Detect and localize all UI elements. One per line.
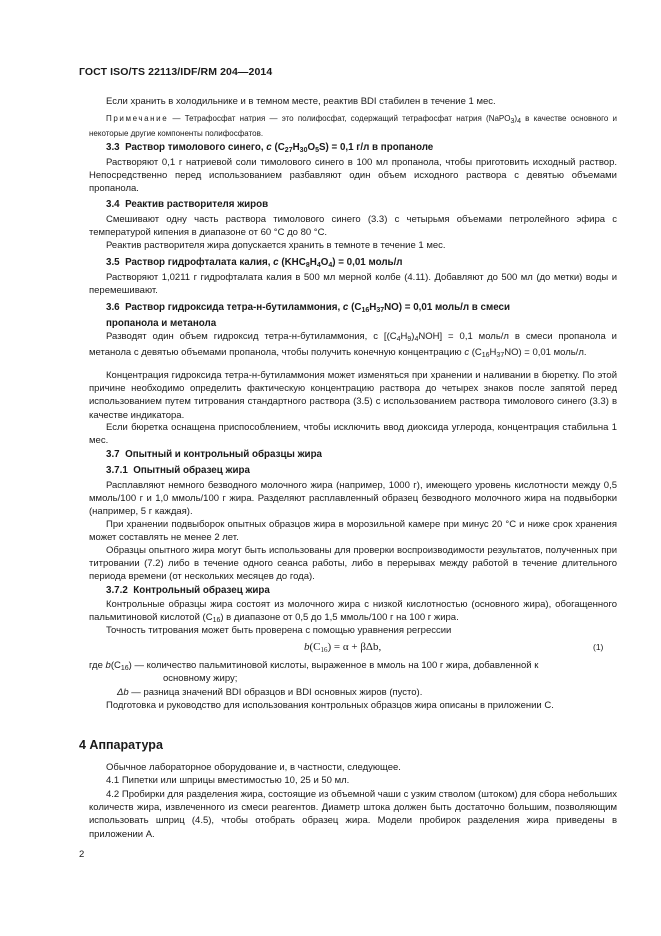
paragraph-3-3: Растворяют 0,1 г натриевой соли тимолового синего в 100 мл пропанола, чтобы приготовить исходный раствор. Непосредственно перед использованием разбавляют один объем исходного раствора с девятью объемами пропанола. [89,157,617,195]
heading-3-6: 3.6 Раствор гидроксида тетра-н-бутиламмония, c $(C_{16}H_{37}NO) = 0,01$ моль/л в смеси пропанола и метанола [106,302,511,329]
storage-paragraph: Если хранить в холодильнике и в темном месте, реактив BDI стабилен в течение 1 мес. [106,96,496,107]
document-header: ГОСТ ISO/TS 22113/IDF/RM 204—2014 [79,66,273,78]
paragraph-4-2: 4.2 Пробирки для разделения жира, состоящие из объемной чаши с узким стволом (штоком) для сбора небольших количеств жира, извлеченного из смеси реагентов. Диаметр штока должен быть достаточно большим, позволяющим использовать шприц (4.5), чтобы отобрать образец жира. Модели пробирок разделения жира приведены в приложении А. [89,789,617,840]
paragraph-3-4-a: Смешивают одну часть раствора тимолового синего (3.3) с четырьмя объемами петролейного эфира с температурой кипения в диапазоне от 60 °С до 80 °С. [89,214,617,239]
paragraph-3-7-2-b: Точность титрования может быть проверена с помощью уравнения регрессии [106,625,452,636]
paragraph-3-7-1-a: Расплавляют немного безводного молочного жира (например, 1000 г), имеющего уровень кислотности между 0,5 ммоль/100 г и 1,0 ммоль/100 г жира. Разделяют расплавленный образец безводного молочного жира на подвыборки (например, 5 г каждая). [89,480,617,518]
section-4-intro: Обычное лабораторное оборудование и, в частности, следующее. [106,762,401,773]
where-b-definition: где $b(C_{16})$ — количество пальмитиновой кислоты, выраженное в ммоль на 100 г жира, добавленной к [89,660,539,672]
paragraph-4-1: 4.1 Пипетки или шприцы вместимостью 10, 25 и 50 мл. [106,775,350,786]
paragraph-3-5: Растворяют 1,0211 г гидрофталата калия в 500 мл мерной колбе (4.11). Добавляют до 500 мл (до метки) воды и перемешивают. [89,272,617,297]
heading-3-7: 3.7 Опытный и контрольный образцы жира [106,449,322,460]
heading-3-5: 3.5 Раствор гидрофталата калия, c $(KHC_8H_4O_4) = 0,01$ моль/л [106,257,403,269]
paragraph-3-6-a: Разводят один объем гидроксид тетра-н-бутиламмония, с $[(C_4H_9)_4NOH] = 0,1$ моль/л в смеси пропанола и метанола с девятью объемами пропанола, чтобы получить конечную концентрацию c $(C_{16}H_{37}NO) = 0,01$ моль/л. [89,331,617,360]
note-label: Примечание [106,114,169,123]
page-number: 2 [79,849,85,860]
regression-equation [0,641,661,655]
paragraph-3-6-b: Концентрация гидроксида тетра-н-бутиламмония может изменяться при хранении и наливании в бюретку. По этой причине необходимо определить фактическую концентрацию раствора до четырех знаков после запятой перед использованием путем титрования стандартного раствора (3.5) с использованием раствора тимолового синего (3.3) в качестве индикатора. [89,370,617,421]
section-4-title: 4 Аппаратура [79,738,163,752]
paragraph-3-7-1-c: Образцы опытного жира могут быть использованы для проверки воспроизводимости результатов, полученных при титровании (7.2) либо в течение одного сеанса работы, либо в перерывах между работой в течение длительного периода времени (от нескольких месяцев до года). [89,545,617,583]
note-text: — Тетрафосфат натрия — это полифосфат, содержащий тетрафосфат натрия (NaPO [168,114,511,123]
where-b-continuation: основному жиру; [163,673,238,684]
heading-3-7-2: 3.7.2 Контрольный образец жира [106,585,270,596]
paragraph-3-7-1-b: При хранении подвыборок опытных образцов жира в морозильной камере при минус 20 °С и ниже срок хранения может составлять не менее 2 лет. [89,519,617,544]
heading-3-7-1: 3.7.1 Опытный образец жира [106,465,250,476]
heading-3-3: 3.3 Раствор тимолового синего, c $(C_{27}H_{30}O_5S) = 0,1$ г/л в пропаноле [106,142,434,154]
control-samples-paragraph: Подготовка и руководство для использования контрольных образцов жира описаны в приложении С. [106,700,554,711]
paragraph-3-7-2-a: Контрольные образцы жира состоят из молочного жира с низкой кислотностью (основного жира), обогащенного пальмитиновой кислотой $(C_{16})$ в диапазоне от 0,5 до 1,5 ммоль/100 г на 100 г жира. [89,599,617,625]
where-db-definition: Δb — разница значений BDI образцов и BDI основных жиров (пусто). [117,687,423,698]
paragraph-3-4-b: Реактив растворителя жира допускается хранить в темноте в течение 1 мес. [106,240,446,251]
equation-number: (1) [593,642,604,652]
equation-formula: $b(C_{16}) = \alpha + \beta\Delta b$, [304,641,382,654]
heading-3-4: 3.4 Реактив растворителя жиров [106,199,269,210]
paragraph-3-6-c: Если бюретка оснащена приспособлением, чтобы исключить ввод диоксида углерода, концентрация стабильна 1 мес. [89,422,617,447]
note-block: Примечание — Тетрафосфат натрия — это полифосфат, содержащий тетрафосфат натрия (NaPO3)4 в качестве основного и некоторые другие компоненты полифосфатов. [89,114,617,138]
